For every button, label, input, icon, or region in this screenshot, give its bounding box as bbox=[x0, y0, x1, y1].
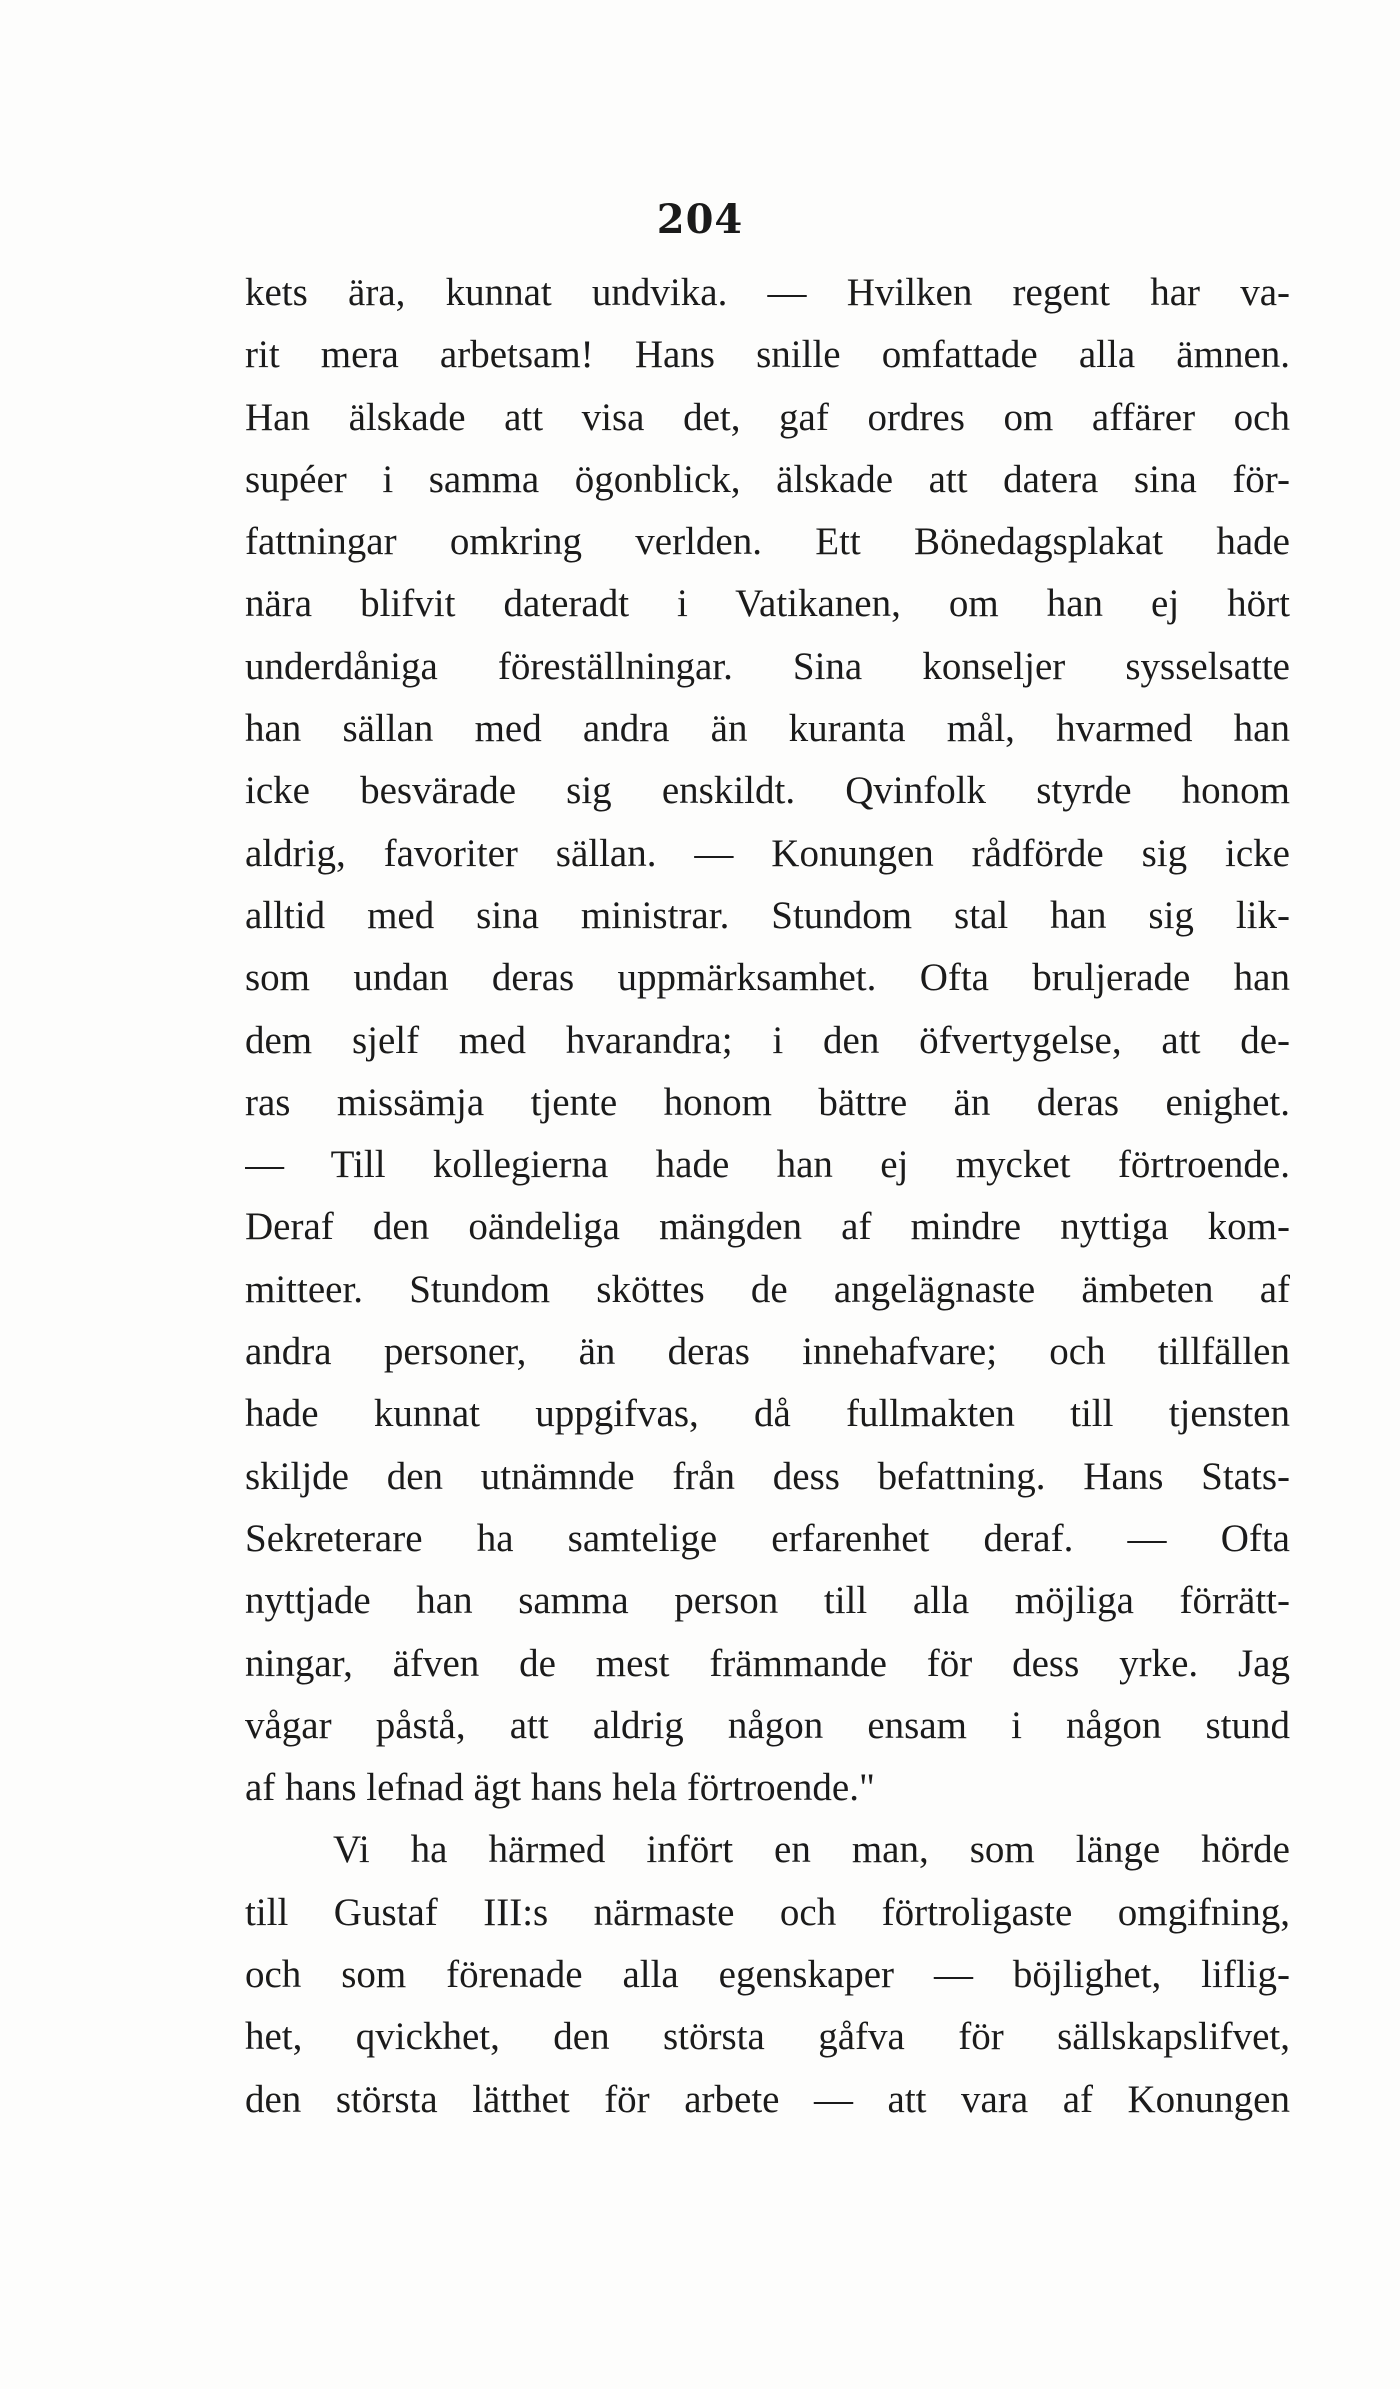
text-line: underdåniga föreställningar. Sina konseljer sysselsatte bbox=[245, 644, 1290, 688]
text-line: het, qvickhet, den största gåfva för sällskapslifvet, bbox=[245, 2015, 1290, 2059]
text-line: ningar, äfven de mest främmande för dess yrke. Jag bbox=[245, 1641, 1290, 1685]
text-line: fattningar omkring verlden. Ett Bönedagsplakat hade bbox=[245, 520, 1290, 564]
text-line-paragraph-start: Vi ha härmed infört en man, som länge hörde bbox=[333, 1828, 1290, 1872]
text-line: skiljde den utnämnde från dess befattning. Hans Stats- bbox=[245, 1454, 1290, 1498]
text-line: icke besvärade sig enskildt. Qvinfolk styrde honom bbox=[245, 769, 1290, 813]
text-line: och som förenade alla egenskaper — böjlighet, liflig- bbox=[245, 1953, 1290, 1997]
text-line: Han älskade att visa det, gaf ordres om affärer och bbox=[245, 395, 1290, 439]
text-line: dem sjelf med hvarandra; i den öfvertygelse, att de- bbox=[245, 1018, 1290, 1062]
text-line: nära blifvit dateradt i Vatikanen, om han ej hört bbox=[245, 582, 1290, 626]
text-line: han sällan med andra än kuranta mål, hvarmed han bbox=[245, 707, 1290, 751]
text-line: vågar påstå, att aldrig någon ensam i någon stund bbox=[245, 1703, 1290, 1747]
body-text bbox=[245, 262, 1290, 2131]
text-line: rit mera arbetsam! Hans snille omfattade alla ämnen. bbox=[245, 333, 1290, 377]
text-line: mitteer. Stundom sköttes de angelägnaste ämbeten af bbox=[245, 1267, 1290, 1311]
text-line: ras missämja tjente honom bättre än deras enighet. bbox=[245, 1080, 1290, 1124]
page-number: 204 bbox=[656, 196, 744, 243]
text-line: af hans lefnad ägt hans hela förtroende." bbox=[245, 1766, 875, 1810]
text-line: Sekreterare ha samtelige erfarenhet deraf. — Ofta bbox=[245, 1516, 1290, 1560]
text-line: den största lätthet för arbete — att vara af Konungen bbox=[245, 2077, 1290, 2121]
text-line: alltid med sina ministrar. Stundom stal han sig lik- bbox=[245, 893, 1290, 937]
text-line: hade kunnat uppgifvas, då fullmakten till tjensten bbox=[245, 1392, 1290, 1436]
text-line: — Till kollegierna hade han ej mycket förtroende. bbox=[245, 1143, 1290, 1187]
text-line: som undan deras uppmärksamhet. Ofta bruljerade han bbox=[245, 956, 1290, 1000]
text-line: nyttjade han samma person till alla möjliga förrätt- bbox=[245, 1579, 1290, 1623]
text-line: supéer i samma ögonblick, älskade att datera sina för- bbox=[245, 457, 1290, 501]
text-line: Deraf den oändeliga mängden af mindre nyttiga kom- bbox=[245, 1205, 1290, 1249]
text-line: aldrig, favoriter sällan. — Konungen rådförde sig icke bbox=[245, 831, 1290, 875]
text-line: andra personer, än deras innehafvare; och tillfällen bbox=[245, 1330, 1290, 1374]
text-line: kets ära, kunnat undvika. — Hvilken regent har va- bbox=[245, 271, 1290, 314]
text-line: till Gustaf III:s närmaste och förtroligaste omgifning, bbox=[245, 1890, 1290, 1934]
